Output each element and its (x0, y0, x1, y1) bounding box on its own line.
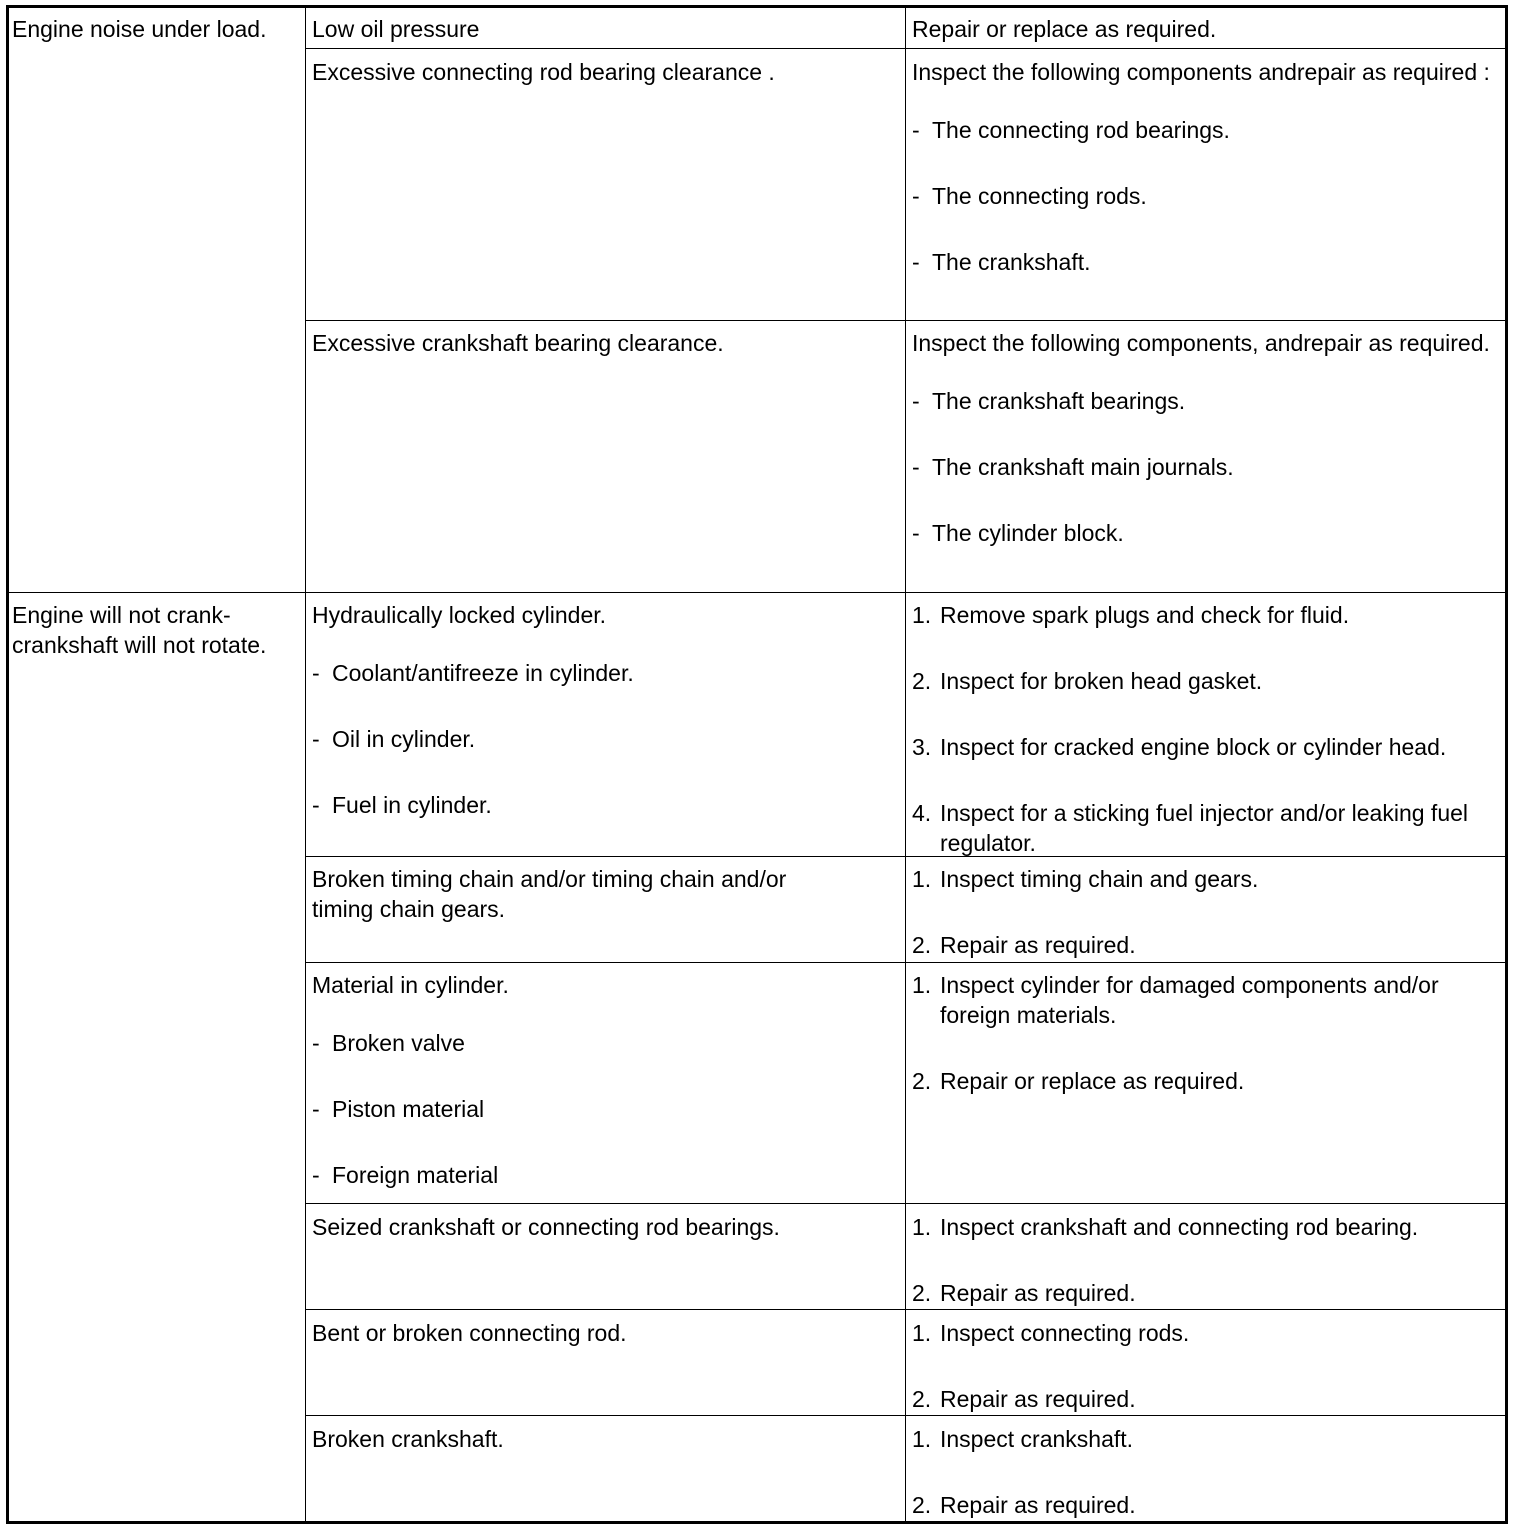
action-cell (912, 970, 1497, 1096)
cause-cell (312, 1212, 897, 1242)
cause-cell (312, 600, 897, 820)
action-step: 4. Inspect for a sticking fuel injector and/or leaking fuel regulator. (912, 800, 1469, 856)
action-item: - The connecting rods. (912, 183, 1147, 209)
action-step: 2. Repair as required. (912, 1280, 1136, 1306)
action-step: 2. Repair as required. (912, 1386, 1136, 1412)
condition-cell (12, 14, 297, 44)
action-cell (912, 864, 1497, 960)
cause-text: Excessive crankshaft bearing clearance. (312, 330, 724, 356)
row-divider (305, 962, 1506, 963)
row-divider (305, 48, 1506, 49)
condition-text: Engine noise under load. (12, 16, 267, 42)
row-divider (305, 1309, 1506, 1310)
column-divider-2 (905, 6, 906, 1522)
row-divider (305, 320, 1506, 321)
action-cell (912, 328, 1492, 548)
cause-text: Hydraulically locked cylinder. (312, 602, 607, 628)
cause-text: Bent or broken connecting rod. (312, 1320, 627, 1346)
action-cell (912, 14, 1497, 44)
action-intro: Inspect the following components andrepair as required : (912, 59, 1490, 85)
action-cell (912, 1318, 1497, 1414)
cause-text: Low oil pressure (312, 16, 480, 42)
action-cell (912, 1424, 1497, 1520)
condition-cell (12, 600, 292, 660)
cause-text: Broken timing chain and/or timing chain and/or timing chain gears. (312, 866, 787, 922)
action-item: - The crankshaft main journals. (912, 454, 1234, 480)
cause-item: - Fuel in cylinder. (312, 792, 492, 818)
action-text: Repair or replace as required. (912, 16, 1217, 42)
action-step: 1. Inspect cylinder for damaged components and/or foreign materials. (912, 972, 1439, 1028)
action-step: 2. Inspect for broken head gasket. (912, 668, 1263, 694)
action-step: 3. Inspect for cracked engine block or cylinder head. (912, 734, 1447, 760)
cause-cell (312, 328, 897, 358)
action-cell (912, 600, 1502, 858)
cause-text: Seized crankshaft or connecting rod bearings. (312, 1214, 780, 1240)
cause-cell (312, 1318, 897, 1348)
cause-item: - Foreign material (312, 1162, 499, 1188)
action-step: 2. Repair as required. (912, 932, 1136, 958)
action-step: 1. Remove spark plugs and check for fluid. (912, 602, 1350, 628)
row-divider (305, 1203, 1506, 1204)
action-step: 1. Inspect timing chain and gears. (912, 866, 1259, 892)
row-divider (6, 592, 1506, 593)
cause-item: - Coolant/antifreeze in cylinder. (312, 660, 634, 686)
action-step: 1. Inspect crankshaft. (912, 1426, 1134, 1452)
action-item: - The crankshaft bearings. (912, 388, 1186, 414)
action-cell (912, 1212, 1502, 1308)
action-item: - The crankshaft. (912, 249, 1091, 275)
cause-item: - Oil in cylinder. (312, 726, 476, 752)
action-step: 1. Inspect connecting rods. (912, 1320, 1190, 1346)
action-cell (912, 57, 1492, 277)
cause-cell (312, 1424, 897, 1454)
action-step: 2. Repair as required. (912, 1492, 1136, 1518)
cause-cell (312, 970, 897, 1190)
cause-text: Material in cylinder. (312, 972, 509, 998)
cause-text: Broken crankshaft. (312, 1426, 504, 1452)
cause-cell (312, 864, 852, 924)
cause-cell (312, 57, 897, 87)
action-step: 2. Repair or replace as required. (912, 1068, 1245, 1094)
action-item: - The cylinder block. (912, 520, 1124, 546)
action-step: 1. Inspect crankshaft and connecting rod bearing. (912, 1214, 1419, 1240)
cause-item: - Piston material (312, 1096, 485, 1122)
cause-text: Excessive connecting rod bearing clearance . (312, 59, 775, 85)
condition-text: Engine will not crank-crankshaft will not rotate. (12, 602, 267, 658)
cause-cell (312, 14, 897, 44)
action-intro: Inspect the following components, andrepair as required. (912, 330, 1490, 356)
row-divider (305, 1415, 1506, 1416)
column-divider-1 (305, 6, 306, 1522)
cause-item: - Broken valve (312, 1030, 465, 1056)
action-item: - The connecting rod bearings. (912, 117, 1230, 143)
